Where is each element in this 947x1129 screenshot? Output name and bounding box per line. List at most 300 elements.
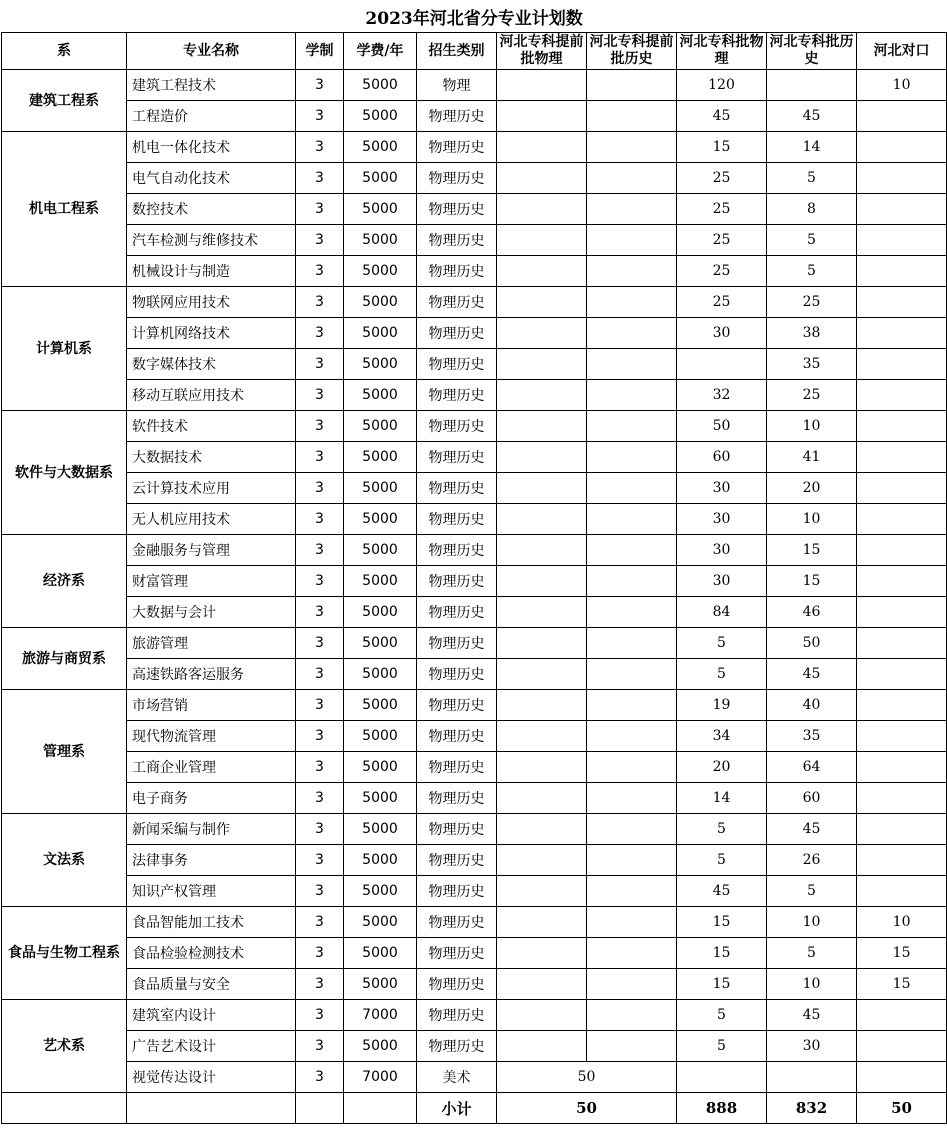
vocational-cell (857, 690, 947, 721)
category-cell: 物理历史 (417, 473, 497, 504)
vocational-cell (857, 845, 947, 876)
vocational-cell: 15 (857, 969, 947, 1000)
table-row (2, 535, 947, 566)
category-cell: 物理历史 (417, 349, 497, 380)
phys-cell: 34 (677, 721, 767, 752)
vocational-cell (857, 194, 947, 225)
category-cell: 物理历史 (417, 597, 497, 628)
vocational-cell (857, 1062, 947, 1093)
phys-cell: 5 (677, 814, 767, 845)
early-phys-cell (497, 814, 587, 845)
hist-cell: 5 (767, 938, 857, 969)
phys-cell: 25 (677, 225, 767, 256)
vocational-cell (857, 411, 947, 442)
category-cell: 物理历史 (417, 938, 497, 969)
phys-cell: 25 (677, 163, 767, 194)
early-phys-cell (497, 566, 587, 597)
early-phys-cell (497, 1031, 587, 1062)
major-name: 计算机网络技术 (127, 318, 296, 349)
major-name: 法律事务 (127, 845, 296, 876)
years-cell: 3 (296, 721, 344, 752)
fee-cell: 5000 (344, 411, 417, 442)
years-cell: 3 (296, 597, 344, 628)
dept-name: 机电工程系 (2, 132, 127, 287)
early-hist-cell (587, 194, 677, 225)
category-cell: 物理历史 (417, 101, 497, 132)
category-cell: 物理历史 (417, 132, 497, 163)
table-row (2, 876, 947, 907)
category-cell: 物理 (417, 70, 497, 101)
dept-name: 食品与生物工程系 (2, 907, 127, 1000)
hist-cell: 8 (767, 194, 857, 225)
fee-cell: 5000 (344, 287, 417, 318)
early-phys-cell (497, 845, 587, 876)
fee-cell: 5000 (344, 814, 417, 845)
early-phys-cell (497, 349, 587, 380)
phys-cell: 25 (677, 287, 767, 318)
hist-cell: 5 (767, 163, 857, 194)
hist-cell: 35 (767, 349, 857, 380)
category-cell: 物理历史 (417, 783, 497, 814)
early-phys-cell (497, 597, 587, 628)
phys-cell: 32 (677, 380, 767, 411)
early-phys-cell (497, 876, 587, 907)
fee-cell: 5000 (344, 907, 417, 938)
table-row (2, 1062, 947, 1093)
dept-name: 旅游与商贸系 (2, 628, 127, 690)
fee-cell: 5000 (344, 256, 417, 287)
header-hist: 河北专科批历史 (767, 33, 857, 70)
early-phys-cell (497, 225, 587, 256)
header-early-phys: 河北专科提前批物理 (497, 33, 587, 70)
fee-cell: 5000 (344, 721, 417, 752)
years-cell: 3 (296, 318, 344, 349)
hist-cell: 5 (767, 225, 857, 256)
major-name: 食品智能加工技术 (127, 907, 296, 938)
phys-cell: 5 (677, 628, 767, 659)
table-row (2, 1031, 947, 1062)
hist-cell: 10 (767, 907, 857, 938)
phys-cell: 20 (677, 752, 767, 783)
major-name: 无人机应用技术 (127, 504, 296, 535)
table-row (2, 163, 947, 194)
hist-cell: 50 (767, 628, 857, 659)
category-cell: 物理历史 (417, 876, 497, 907)
hist-cell: 35 (767, 721, 857, 752)
early-phys-cell (497, 969, 587, 1000)
early-phys-cell (497, 380, 587, 411)
years-cell: 3 (296, 194, 344, 225)
early-phys-cell (497, 101, 587, 132)
fee-cell: 5000 (344, 876, 417, 907)
phys-cell: 5 (677, 1031, 767, 1062)
major-name: 财富管理 (127, 566, 296, 597)
early-phys-cell (497, 721, 587, 752)
fee-cell: 5000 (344, 752, 417, 783)
vocational-cell (857, 132, 947, 163)
years-cell: 3 (296, 845, 344, 876)
table-row (2, 845, 947, 876)
years-cell: 3 (296, 101, 344, 132)
early-phys-cell (497, 473, 587, 504)
major-name: 电子商务 (127, 783, 296, 814)
category-cell: 物理历史 (417, 566, 497, 597)
hist-cell: 64 (767, 752, 857, 783)
early-hist-cell (587, 597, 677, 628)
category-cell: 物理历史 (417, 535, 497, 566)
major-name: 软件技术 (127, 411, 296, 442)
phys-cell: 84 (677, 597, 767, 628)
major-name: 食品检验检测技术 (127, 938, 296, 969)
major-name: 知识产权管理 (127, 876, 296, 907)
fee-cell: 5000 (344, 690, 417, 721)
early-hist-cell (587, 287, 677, 318)
category-cell: 物理历史 (417, 628, 497, 659)
phys-cell: 60 (677, 442, 767, 473)
phys-cell: 30 (677, 473, 767, 504)
early-hist-cell (587, 1000, 677, 1031)
category-cell: 物理历史 (417, 969, 497, 1000)
vocational-cell (857, 287, 947, 318)
empty-cell (2, 1093, 127, 1124)
vocational-cell (857, 597, 947, 628)
years-cell: 3 (296, 442, 344, 473)
table-row (2, 101, 947, 132)
empty-cell (127, 1093, 296, 1124)
major-name: 高速铁路客运服务 (127, 659, 296, 690)
hist-cell: 46 (767, 597, 857, 628)
early-hist-cell (587, 814, 677, 845)
category-cell: 物理历史 (417, 380, 497, 411)
vocational-cell (857, 752, 947, 783)
dept-name: 文法系 (2, 814, 127, 907)
vocational-cell (857, 349, 947, 380)
vocational-cell (857, 1000, 947, 1031)
empty-cell (344, 1093, 417, 1124)
subtotal-hist: 832 (767, 1093, 857, 1124)
hist-cell: 15 (767, 535, 857, 566)
fee-cell: 5000 (344, 442, 417, 473)
hist-cell: 25 (767, 380, 857, 411)
phys-cell: 25 (677, 256, 767, 287)
early-hist-cell (587, 473, 677, 504)
header-early-hist: 河北专科提前批历史 (587, 33, 677, 70)
hist-cell: 38 (767, 318, 857, 349)
hist-cell: 10 (767, 504, 857, 535)
major-name: 食品质量与安全 (127, 969, 296, 1000)
major-name: 大数据技术 (127, 442, 296, 473)
early-hist-cell (587, 70, 677, 101)
vocational-cell (857, 473, 947, 504)
title-row (2, 0, 947, 33)
phys-cell: 25 (677, 194, 767, 225)
early-phys-cell (497, 1000, 587, 1031)
years-cell: 3 (296, 907, 344, 938)
table-row (2, 256, 947, 287)
early-phys-cell (497, 783, 587, 814)
vocational-cell (857, 504, 947, 535)
table-row (2, 411, 947, 442)
header-fee: 学费/年 (344, 33, 417, 70)
category-cell: 物理历史 (417, 1000, 497, 1031)
category-cell: 物理历史 (417, 659, 497, 690)
subtotal-phys: 888 (677, 1093, 767, 1124)
major-name: 汽车检测与维修技术 (127, 225, 296, 256)
years-cell: 3 (296, 256, 344, 287)
category-cell: 物理历史 (417, 194, 497, 225)
early-phys-cell (497, 690, 587, 721)
dept-name: 软件与大数据系 (2, 411, 127, 535)
early-hist-cell (587, 349, 677, 380)
early-phys-cell (497, 535, 587, 566)
hist-cell: 25 (767, 287, 857, 318)
vocational-cell (857, 783, 947, 814)
fee-cell: 5000 (344, 597, 417, 628)
years-cell: 3 (296, 1000, 344, 1031)
table-row (2, 752, 947, 783)
years-cell: 3 (296, 1062, 344, 1093)
table-row (2, 287, 947, 318)
early-phys-cell (497, 411, 587, 442)
phys-cell: 30 (677, 535, 767, 566)
years-cell: 3 (296, 969, 344, 1000)
early-hist-cell (587, 659, 677, 690)
fee-cell: 5000 (344, 70, 417, 101)
phys-cell: 15 (677, 969, 767, 1000)
major-name: 视觉传达设计 (127, 1062, 296, 1093)
dept-name: 经济系 (2, 535, 127, 628)
hist-cell: 20 (767, 473, 857, 504)
table-row (2, 969, 947, 1000)
fee-cell: 5000 (344, 659, 417, 690)
plan-table (1, 0, 947, 1124)
early-hist-cell (587, 969, 677, 1000)
major-name: 新闻采编与制作 (127, 814, 296, 845)
early-phys-cell (497, 442, 587, 473)
years-cell: 3 (296, 349, 344, 380)
major-name: 电气自动化技术 (127, 163, 296, 194)
hist-cell: 30 (767, 1031, 857, 1062)
vocational-cell: 15 (857, 938, 947, 969)
years-cell: 3 (296, 163, 344, 194)
early-hist-cell (587, 380, 677, 411)
phys-cell: 50 (677, 411, 767, 442)
fee-cell: 5000 (344, 783, 417, 814)
major-name: 移动互联应用技术 (127, 380, 296, 411)
table-row (2, 814, 947, 845)
major-name: 机电一体化技术 (127, 132, 296, 163)
header-vocational: 河北对口 (857, 33, 947, 70)
years-cell: 3 (296, 411, 344, 442)
table-row (2, 318, 947, 349)
table-row (2, 1000, 947, 1031)
major-name: 广告艺术设计 (127, 1031, 296, 1062)
years-cell: 3 (296, 690, 344, 721)
table-row (2, 783, 947, 814)
fee-cell: 7000 (344, 1000, 417, 1031)
category-cell: 物理历史 (417, 504, 497, 535)
table-row (2, 70, 947, 101)
years-cell: 3 (296, 938, 344, 969)
early-hist-cell (587, 256, 677, 287)
table-row (2, 132, 947, 163)
category-cell: 物理历史 (417, 1031, 497, 1062)
hist-cell: 15 (767, 566, 857, 597)
table-row (2, 566, 947, 597)
early-hist-cell (587, 1031, 677, 1062)
fee-cell: 7000 (344, 1062, 417, 1093)
table-row (2, 473, 947, 504)
vocational-cell (857, 814, 947, 845)
early-hist-cell (587, 907, 677, 938)
years-cell: 3 (296, 535, 344, 566)
early-hist-cell (587, 628, 677, 659)
table-row (2, 194, 947, 225)
phys-cell: 15 (677, 132, 767, 163)
dept-name: 建筑工程系 (2, 70, 127, 132)
table-row (2, 721, 947, 752)
major-name: 旅游管理 (127, 628, 296, 659)
category-cell: 物理历史 (417, 318, 497, 349)
table-row (2, 349, 947, 380)
category-cell: 物理历史 (417, 225, 497, 256)
phys-cell: 15 (677, 938, 767, 969)
fee-cell: 5000 (344, 225, 417, 256)
vocational-cell: 10 (857, 907, 947, 938)
phys-cell: 45 (677, 101, 767, 132)
table-row (2, 380, 947, 411)
header-dept: 系 (2, 33, 127, 70)
vocational-cell (857, 1031, 947, 1062)
early-batch-cell: 50 (497, 1062, 677, 1093)
early-hist-cell (587, 163, 677, 194)
years-cell: 3 (296, 752, 344, 783)
early-phys-cell (497, 504, 587, 535)
subtotal-label: 小计 (417, 1093, 497, 1124)
early-phys-cell (497, 938, 587, 969)
early-phys-cell (497, 287, 587, 318)
phys-cell: 5 (677, 659, 767, 690)
years-cell: 3 (296, 628, 344, 659)
early-hist-cell (587, 225, 677, 256)
major-name: 市场营销 (127, 690, 296, 721)
early-phys-cell (497, 628, 587, 659)
fee-cell: 5000 (344, 194, 417, 225)
vocational-cell (857, 318, 947, 349)
empty-cell (296, 1093, 344, 1124)
early-hist-cell (587, 504, 677, 535)
vocational-cell (857, 566, 947, 597)
major-name: 工程造价 (127, 101, 296, 132)
vocational-cell (857, 163, 947, 194)
vocational-cell (857, 535, 947, 566)
years-cell: 3 (296, 70, 344, 101)
major-name: 工商企业管理 (127, 752, 296, 783)
fee-cell: 5000 (344, 504, 417, 535)
early-hist-cell (587, 938, 677, 969)
years-cell: 3 (296, 659, 344, 690)
header-phys: 河北专科批物理 (677, 33, 767, 70)
subtotal-early: 50 (497, 1093, 677, 1124)
vocational-cell (857, 380, 947, 411)
early-hist-cell (587, 101, 677, 132)
hist-cell: 45 (767, 101, 857, 132)
years-cell: 3 (296, 132, 344, 163)
early-phys-cell (497, 907, 587, 938)
early-hist-cell (587, 752, 677, 783)
early-phys-cell (497, 70, 587, 101)
years-cell: 3 (296, 225, 344, 256)
vocational-cell (857, 256, 947, 287)
hist-cell: 45 (767, 1000, 857, 1031)
hist-cell: 10 (767, 411, 857, 442)
years-cell: 3 (296, 566, 344, 597)
phys-cell: 30 (677, 504, 767, 535)
vocational-cell: 10 (857, 70, 947, 101)
table-row (2, 907, 947, 938)
fee-cell: 5000 (344, 380, 417, 411)
category-cell: 物理历史 (417, 690, 497, 721)
fee-cell: 5000 (344, 473, 417, 504)
category-cell: 物理历史 (417, 163, 497, 194)
table-row (2, 225, 947, 256)
table-row (2, 690, 947, 721)
early-hist-cell (587, 876, 677, 907)
vocational-cell (857, 659, 947, 690)
table-row (2, 442, 947, 473)
fee-cell: 5000 (344, 845, 417, 876)
category-cell: 物理历史 (417, 411, 497, 442)
years-cell: 3 (296, 380, 344, 411)
vocational-cell (857, 876, 947, 907)
years-cell: 3 (296, 504, 344, 535)
vocational-cell (857, 442, 947, 473)
early-hist-cell (587, 442, 677, 473)
major-name: 数字媒体技术 (127, 349, 296, 380)
hist-cell: 45 (767, 814, 857, 845)
fee-cell: 5000 (344, 101, 417, 132)
category-cell: 物理历史 (417, 845, 497, 876)
fee-cell: 5000 (344, 628, 417, 659)
vocational-cell (857, 101, 947, 132)
early-hist-cell (587, 721, 677, 752)
header-row (2, 33, 947, 70)
early-hist-cell (587, 411, 677, 442)
table-row (2, 938, 947, 969)
early-hist-cell (587, 132, 677, 163)
phys-cell: 45 (677, 876, 767, 907)
hist-cell: 5 (767, 256, 857, 287)
fee-cell: 5000 (344, 318, 417, 349)
dept-name: 管理系 (2, 690, 127, 814)
phys-cell (677, 349, 767, 380)
early-hist-cell (587, 535, 677, 566)
dept-name: 计算机系 (2, 287, 127, 411)
table-row (2, 504, 947, 535)
early-phys-cell (497, 659, 587, 690)
early-hist-cell (587, 845, 677, 876)
major-name: 建筑工程技术 (127, 70, 296, 101)
years-cell: 3 (296, 783, 344, 814)
years-cell: 3 (296, 1031, 344, 1062)
major-name: 金融服务与管理 (127, 535, 296, 566)
vocational-cell (857, 225, 947, 256)
major-name: 现代物流管理 (127, 721, 296, 752)
hist-cell (767, 1062, 857, 1093)
phys-cell: 30 (677, 566, 767, 597)
vocational-cell (857, 721, 947, 752)
page-title: 2023年河北省分专业计划数 (2, 0, 947, 33)
